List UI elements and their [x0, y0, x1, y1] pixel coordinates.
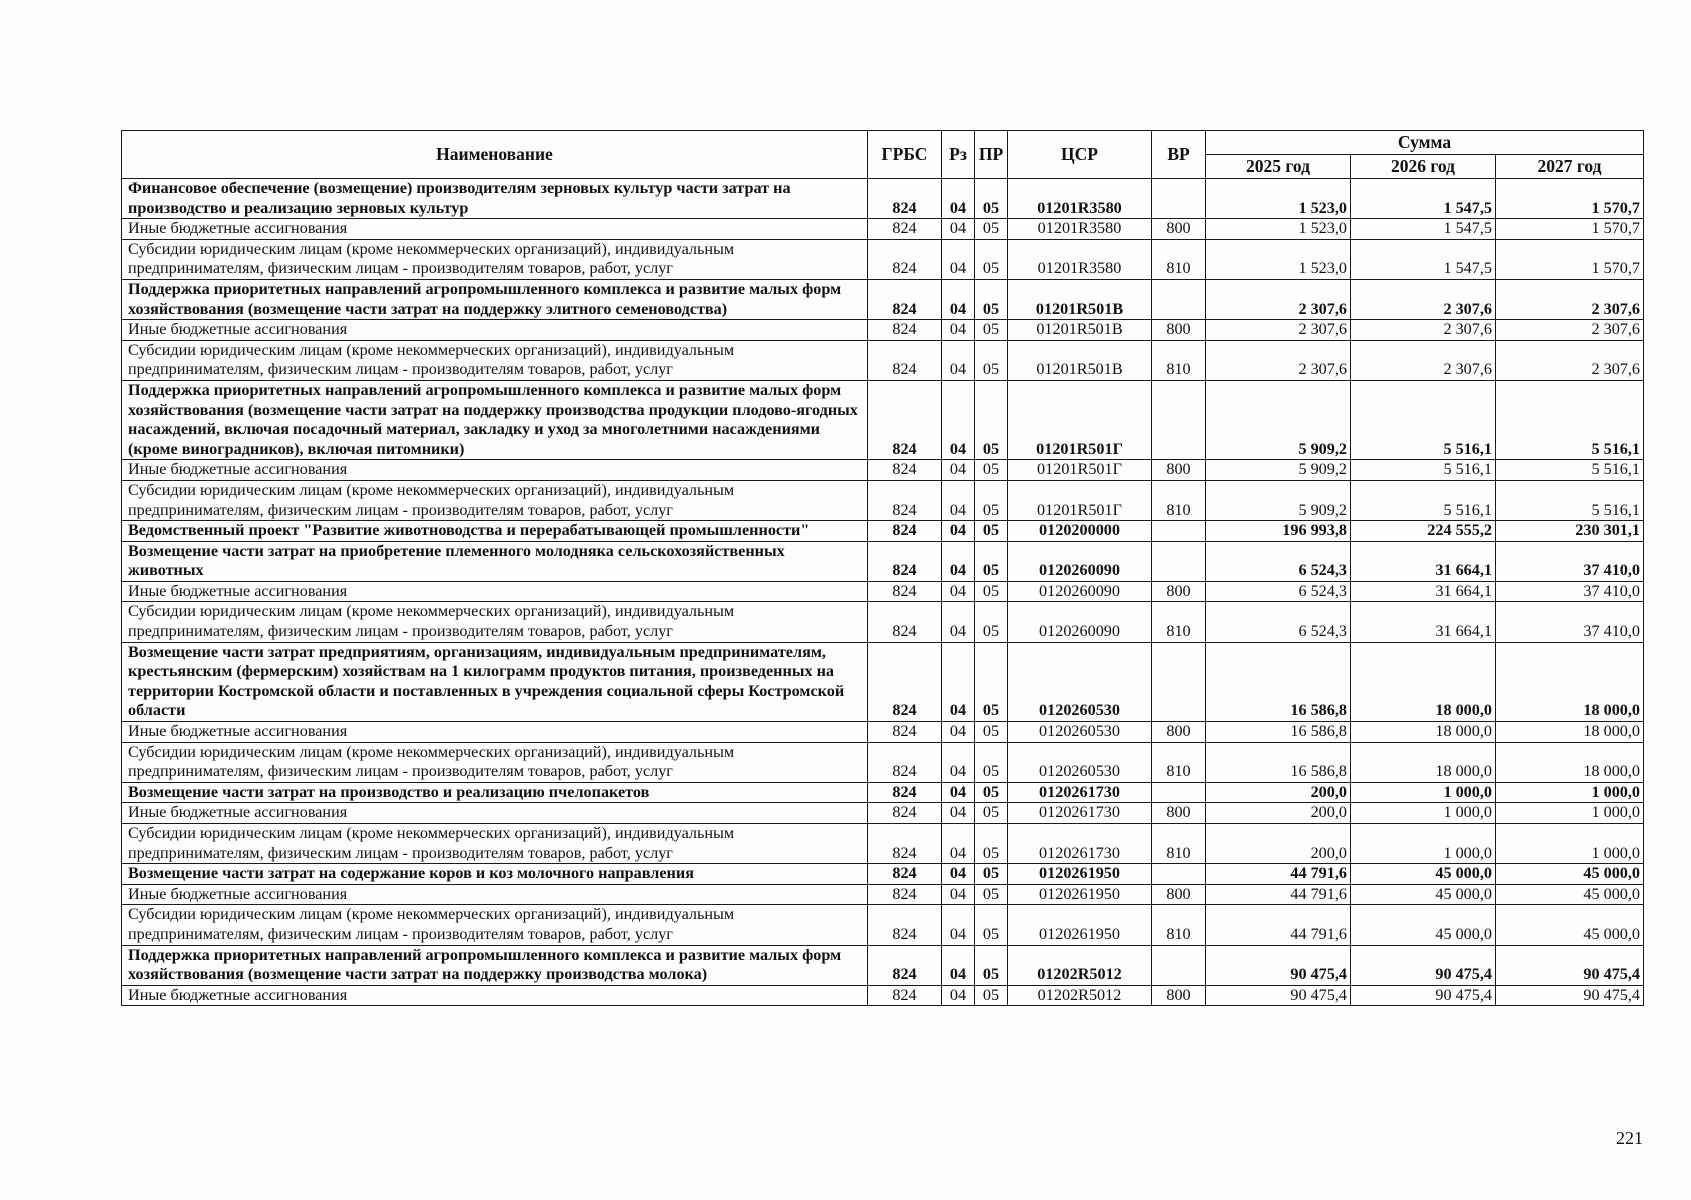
cell-amount-2025: 16 586,8 [1206, 642, 1351, 721]
cell-vr: 800 [1152, 722, 1206, 743]
cell-csr: 01201R501В [1008, 340, 1152, 380]
cell-amount-2025: 44 791,6 [1206, 905, 1351, 945]
table-row [122, 824, 1644, 864]
header-vr: ВР [1152, 131, 1206, 179]
cell-amount-2027: 18 000,0 [1496, 642, 1644, 721]
cell-csr: 01201R501Г [1008, 460, 1152, 481]
cell-amount-2027: 1 000,0 [1496, 782, 1644, 803]
cell-pr: 05 [975, 219, 1008, 240]
cell-amount-2026: 2 307,6 [1351, 279, 1496, 319]
cell-name: Возмещение части затрат на приобретение племенного молодняка сельскохозяйственных животных [122, 541, 868, 581]
cell-vr [1152, 380, 1206, 459]
cell-rz: 04 [942, 722, 975, 743]
cell-vr [1152, 945, 1206, 985]
table-row [122, 782, 1644, 803]
cell-csr: 0120200000 [1008, 521, 1152, 542]
cell-csr: 0120260090 [1008, 602, 1152, 642]
cell-grbs: 824 [868, 460, 942, 481]
cell-amount-2026: 45 000,0 [1351, 905, 1496, 945]
cell-vr [1152, 541, 1206, 581]
cell-amount-2025: 44 791,6 [1206, 884, 1351, 905]
cell-grbs: 824 [868, 985, 942, 1006]
table-row [122, 602, 1644, 642]
header-sum: Сумма [1206, 131, 1644, 155]
cell-vr [1152, 642, 1206, 721]
header-year-2025: 2025 год [1206, 155, 1351, 179]
budget-table [121, 130, 1644, 1006]
cell-grbs: 824 [868, 884, 942, 905]
cell-pr: 05 [975, 985, 1008, 1006]
table-row [122, 239, 1644, 279]
cell-csr: 0120261950 [1008, 864, 1152, 885]
cell-pr: 05 [975, 340, 1008, 380]
cell-amount-2025: 16 586,8 [1206, 722, 1351, 743]
header-grbs: ГРБС [868, 131, 942, 179]
cell-pr: 05 [975, 239, 1008, 279]
cell-grbs: 824 [868, 340, 942, 380]
cell-csr: 01201R501Г [1008, 380, 1152, 459]
cell-grbs: 824 [868, 782, 942, 803]
cell-vr: 800 [1152, 581, 1206, 602]
cell-name: Иные бюджетные ассигнования [122, 460, 868, 481]
cell-pr: 05 [975, 602, 1008, 642]
cell-grbs: 824 [868, 602, 942, 642]
cell-vr: 800 [1152, 985, 1206, 1006]
cell-amount-2027: 2 307,6 [1496, 320, 1644, 341]
cell-name: Иные бюджетные ассигнования [122, 722, 868, 743]
cell-csr: 01202R5012 [1008, 985, 1152, 1006]
cell-vr: 810 [1152, 742, 1206, 782]
cell-csr: 0120261730 [1008, 782, 1152, 803]
table-row [122, 521, 1644, 542]
cell-amount-2026: 2 307,6 [1351, 340, 1496, 380]
cell-amount-2026: 5 516,1 [1351, 380, 1496, 459]
cell-vr: 810 [1152, 239, 1206, 279]
cell-amount-2026: 90 475,4 [1351, 945, 1496, 985]
cell-amount-2027: 37 410,0 [1496, 541, 1644, 581]
cell-amount-2026: 1 547,5 [1351, 179, 1496, 219]
cell-pr: 05 [975, 521, 1008, 542]
cell-amount-2026: 224 555,2 [1351, 521, 1496, 542]
cell-rz: 04 [942, 480, 975, 520]
table-row [122, 722, 1644, 743]
header-rz: Рз [942, 131, 975, 179]
cell-pr: 05 [975, 824, 1008, 864]
cell-name: Субсидии юридическим лицам (кроме некоммерческих организаций), индивидуальным предпринимателям, физическим лицам - производителям товаров, работ, услуг [122, 905, 868, 945]
cell-name: Иные бюджетные ассигнования [122, 884, 868, 905]
cell-amount-2025: 6 524,3 [1206, 541, 1351, 581]
table-row [122, 642, 1644, 721]
cell-pr: 05 [975, 320, 1008, 341]
cell-grbs: 824 [868, 642, 942, 721]
cell-amount-2025: 90 475,4 [1206, 945, 1351, 985]
cell-csr: 0120260530 [1008, 722, 1152, 743]
cell-amount-2027: 2 307,6 [1496, 279, 1644, 319]
cell-vr [1152, 521, 1206, 542]
cell-amount-2025: 2 307,6 [1206, 320, 1351, 341]
cell-rz: 04 [942, 179, 975, 219]
table-body [122, 179, 1644, 1006]
cell-csr: 0120261730 [1008, 824, 1152, 864]
cell-amount-2025: 200,0 [1206, 782, 1351, 803]
cell-rz: 04 [942, 239, 975, 279]
cell-name: Ведомственный проект "Развитие животноводства и перерабатывающей промышленности" [122, 521, 868, 542]
cell-pr: 05 [975, 722, 1008, 743]
cell-rz: 04 [942, 380, 975, 459]
table-row [122, 219, 1644, 240]
cell-grbs: 824 [868, 905, 942, 945]
cell-csr: 0120260530 [1008, 642, 1152, 721]
cell-amount-2025: 2 307,6 [1206, 340, 1351, 380]
cell-grbs: 824 [868, 581, 942, 602]
table-row [122, 320, 1644, 341]
cell-grbs: 824 [868, 722, 942, 743]
cell-amount-2027: 1 570,7 [1496, 239, 1644, 279]
table-row [122, 581, 1644, 602]
cell-amount-2027: 45 000,0 [1496, 905, 1644, 945]
cell-grbs: 824 [868, 742, 942, 782]
cell-rz: 04 [942, 905, 975, 945]
table-row [122, 864, 1644, 885]
cell-name: Субсидии юридическим лицам (кроме некоммерческих организаций), индивидуальным предпринимателям, физическим лицам - производителям товаров, работ, услуг [122, 602, 868, 642]
cell-pr: 05 [975, 279, 1008, 319]
cell-amount-2025: 1 523,0 [1206, 219, 1351, 240]
cell-amount-2025: 6 524,3 [1206, 602, 1351, 642]
cell-name: Поддержка приоритетных направлений агропромышленного комплекса и развитие малых форм хозяйствования (возмещение части затрат на поддержку производства молока) [122, 945, 868, 985]
cell-amount-2027: 1 570,7 [1496, 219, 1644, 240]
cell-csr: 01201R501В [1008, 320, 1152, 341]
cell-amount-2026: 45 000,0 [1351, 884, 1496, 905]
cell-grbs: 824 [868, 803, 942, 824]
cell-pr: 05 [975, 905, 1008, 945]
cell-pr: 05 [975, 945, 1008, 985]
cell-csr: 0120261950 [1008, 905, 1152, 945]
cell-vr: 810 [1152, 824, 1206, 864]
table-row [122, 380, 1644, 459]
cell-amount-2027: 90 475,4 [1496, 945, 1644, 985]
table-row [122, 884, 1644, 905]
cell-grbs: 824 [868, 219, 942, 240]
table-row [122, 279, 1644, 319]
table-row [122, 340, 1644, 380]
cell-rz: 04 [942, 985, 975, 1006]
cell-csr: 01201R501Г [1008, 480, 1152, 520]
header-pr: ПР [975, 131, 1008, 179]
table-row [122, 985, 1644, 1006]
header-year-2027: 2027 год [1496, 155, 1644, 179]
cell-amount-2026: 1 000,0 [1351, 782, 1496, 803]
cell-vr: 800 [1152, 460, 1206, 481]
table-row [122, 803, 1644, 824]
page-number: 221 [1616, 1128, 1643, 1148]
cell-vr: 800 [1152, 803, 1206, 824]
cell-amount-2027: 1 000,0 [1496, 803, 1644, 824]
cell-vr: 800 [1152, 884, 1206, 905]
cell-grbs: 824 [868, 521, 942, 542]
cell-name: Субсидии юридическим лицам (кроме некоммерческих организаций), индивидуальным предпринимателям, физическим лицам - производителям товаров, работ, услуг [122, 742, 868, 782]
cell-amount-2025: 6 524,3 [1206, 581, 1351, 602]
header-name: Наименование [122, 131, 868, 179]
cell-rz: 04 [942, 803, 975, 824]
cell-rz: 04 [942, 864, 975, 885]
cell-name: Возмещение части затрат на производство и реализацию пчелопакетов [122, 782, 868, 803]
table-row [122, 460, 1644, 481]
cell-rz: 04 [942, 541, 975, 581]
cell-vr: 800 [1152, 219, 1206, 240]
cell-amount-2026: 31 664,1 [1351, 541, 1496, 581]
cell-name: Возмещение части затрат на содержание коров и коз молочного направления [122, 864, 868, 885]
cell-amount-2027: 37 410,0 [1496, 581, 1644, 602]
table-row [122, 742, 1644, 782]
cell-grbs: 824 [868, 179, 942, 219]
cell-csr: 0120260090 [1008, 581, 1152, 602]
cell-pr: 05 [975, 864, 1008, 885]
cell-amount-2027: 5 516,1 [1496, 380, 1644, 459]
cell-amount-2027: 1 000,0 [1496, 824, 1644, 864]
cell-amount-2026: 31 664,1 [1351, 581, 1496, 602]
cell-amount-2026: 90 475,4 [1351, 985, 1496, 1006]
cell-name: Иные бюджетные ассигнования [122, 219, 868, 240]
cell-vr: 810 [1152, 602, 1206, 642]
cell-name: Поддержка приоритетных направлений агропромышленного комплекса и развитие малых форм хозяйствования (возмещение части затрат на поддержку элитного семеноводства) [122, 279, 868, 319]
cell-csr: 01201R3580 [1008, 179, 1152, 219]
cell-rz: 04 [942, 945, 975, 985]
cell-amount-2027: 37 410,0 [1496, 602, 1644, 642]
header-csr: ЦСР [1008, 131, 1152, 179]
cell-rz: 04 [942, 460, 975, 481]
table-row [122, 179, 1644, 219]
cell-amount-2025: 44 791,6 [1206, 864, 1351, 885]
cell-amount-2027: 2 307,6 [1496, 340, 1644, 380]
table-row [122, 905, 1644, 945]
cell-vr: 800 [1152, 320, 1206, 341]
cell-pr: 05 [975, 460, 1008, 481]
cell-grbs: 824 [868, 541, 942, 581]
cell-rz: 04 [942, 742, 975, 782]
cell-pr: 05 [975, 480, 1008, 520]
cell-amount-2026: 1 547,5 [1351, 219, 1496, 240]
cell-vr [1152, 279, 1206, 319]
header-year-2026: 2026 год [1351, 155, 1496, 179]
cell-pr: 05 [975, 541, 1008, 581]
cell-amount-2027: 5 516,1 [1496, 460, 1644, 481]
cell-amount-2026: 18 000,0 [1351, 742, 1496, 782]
cell-rz: 04 [942, 602, 975, 642]
cell-csr: 01201R3580 [1008, 219, 1152, 240]
cell-rz: 04 [942, 521, 975, 542]
cell-name: Иные бюджетные ассигнования [122, 320, 868, 341]
cell-vr: 810 [1152, 340, 1206, 380]
cell-csr: 0120261950 [1008, 884, 1152, 905]
cell-pr: 05 [975, 742, 1008, 782]
cell-amount-2025: 5 909,2 [1206, 460, 1351, 481]
cell-amount-2026: 31 664,1 [1351, 602, 1496, 642]
cell-amount-2027: 18 000,0 [1496, 722, 1644, 743]
cell-rz: 04 [942, 279, 975, 319]
cell-grbs: 824 [868, 864, 942, 885]
cell-grbs: 824 [868, 380, 942, 459]
cell-pr: 05 [975, 782, 1008, 803]
cell-amount-2027: 45 000,0 [1496, 864, 1644, 885]
cell-pr: 05 [975, 803, 1008, 824]
cell-csr: 0120260090 [1008, 541, 1152, 581]
cell-vr: 810 [1152, 905, 1206, 945]
cell-name: Субсидии юридическим лицам (кроме некоммерческих организаций), индивидуальным предпринимателям, физическим лицам - производителям товаров, работ, услуг [122, 480, 868, 520]
cell-pr: 05 [975, 179, 1008, 219]
cell-amount-2026: 18 000,0 [1351, 642, 1496, 721]
cell-amount-2026: 2 307,6 [1351, 320, 1496, 341]
cell-amount-2027: 45 000,0 [1496, 884, 1644, 905]
cell-pr: 05 [975, 581, 1008, 602]
cell-amount-2026: 18 000,0 [1351, 722, 1496, 743]
cell-csr: 0120260530 [1008, 742, 1152, 782]
cell-amount-2027: 5 516,1 [1496, 480, 1644, 520]
cell-amount-2025: 5 909,2 [1206, 480, 1351, 520]
cell-grbs: 824 [868, 824, 942, 864]
cell-amount-2025: 2 307,6 [1206, 279, 1351, 319]
cell-amount-2025: 90 475,4 [1206, 985, 1351, 1006]
cell-grbs: 824 [868, 239, 942, 279]
cell-amount-2027: 230 301,1 [1496, 521, 1644, 542]
cell-rz: 04 [942, 824, 975, 864]
cell-csr: 0120261730 [1008, 803, 1152, 824]
cell-amount-2025: 196 993,8 [1206, 521, 1351, 542]
cell-amount-2026: 1 000,0 [1351, 803, 1496, 824]
cell-name: Иные бюджетные ассигнования [122, 581, 868, 602]
cell-rz: 04 [942, 340, 975, 380]
cell-amount-2026: 1 000,0 [1351, 824, 1496, 864]
cell-csr: 01201R3580 [1008, 239, 1152, 279]
cell-amount-2025: 5 909,2 [1206, 380, 1351, 459]
cell-vr [1152, 782, 1206, 803]
cell-name: Субсидии юридическим лицам (кроме некоммерческих организаций), индивидуальным предпринимателям, физическим лицам - производителям товаров, работ, услуг [122, 340, 868, 380]
cell-name: Субсидии юридическим лицам (кроме некоммерческих организаций), индивидуальным предпринимателям, физическим лицам - производителям товаров, работ, услуг [122, 824, 868, 864]
cell-amount-2025: 200,0 [1206, 803, 1351, 824]
cell-amount-2026: 45 000,0 [1351, 864, 1496, 885]
cell-name: Финансовое обеспечение (возмещение) производителям зерновых культур части затрат на производство и реализацию зерновых культур [122, 179, 868, 219]
table-row [122, 541, 1644, 581]
cell-pr: 05 [975, 642, 1008, 721]
cell-name: Иные бюджетные ассигнования [122, 985, 868, 1006]
cell-amount-2026: 5 516,1 [1351, 480, 1496, 520]
cell-rz: 04 [942, 219, 975, 240]
cell-csr: 01202R5012 [1008, 945, 1152, 985]
cell-grbs: 824 [868, 945, 942, 985]
cell-csr: 01201R501В [1008, 279, 1152, 319]
cell-rz: 04 [942, 782, 975, 803]
cell-vr [1152, 864, 1206, 885]
cell-grbs: 824 [868, 480, 942, 520]
cell-name: Возмещение части затрат предприятиям, организациям, индивидуальным предпринимателям, крестьянским (фермерским) хозяйствам на 1 килограмм продуктов питания, произведенных на территории Костромской области и поставленных в учреждения социальной сферы Костромской области [122, 642, 868, 721]
cell-rz: 04 [942, 642, 975, 721]
cell-amount-2025: 200,0 [1206, 824, 1351, 864]
cell-name: Субсидии юридическим лицам (кроме некоммерческих организаций), индивидуальным предпринимателям, физическим лицам - производителям товаров, работ, услуг [122, 239, 868, 279]
cell-rz: 04 [942, 320, 975, 341]
table-row [122, 480, 1644, 520]
cell-amount-2025: 1 523,0 [1206, 239, 1351, 279]
cell-name: Иные бюджетные ассигнования [122, 803, 868, 824]
table-row [122, 945, 1644, 985]
cell-rz: 04 [942, 884, 975, 905]
cell-amount-2026: 1 547,5 [1351, 239, 1496, 279]
cell-amount-2027: 1 570,7 [1496, 179, 1644, 219]
cell-grbs: 824 [868, 320, 942, 341]
cell-pr: 05 [975, 380, 1008, 459]
cell-amount-2027: 90 475,4 [1496, 985, 1644, 1006]
cell-name: Поддержка приоритетных направлений агропромышленного комплекса и развитие малых форм хозяйствования (возмещение части затрат на поддержку производства продукции плодово-ягодных насаждений, включая посадочный материал, закладку и уход за многолетними насаждениями (кроме виноградников), включая питомники) [122, 380, 868, 459]
cell-amount-2025: 16 586,8 [1206, 742, 1351, 782]
cell-amount-2025: 1 523,0 [1206, 179, 1351, 219]
cell-vr: 810 [1152, 480, 1206, 520]
cell-pr: 05 [975, 884, 1008, 905]
cell-vr [1152, 179, 1206, 219]
cell-rz: 04 [942, 581, 975, 602]
cell-amount-2026: 5 516,1 [1351, 460, 1496, 481]
cell-grbs: 824 [868, 279, 942, 319]
cell-amount-2027: 18 000,0 [1496, 742, 1644, 782]
